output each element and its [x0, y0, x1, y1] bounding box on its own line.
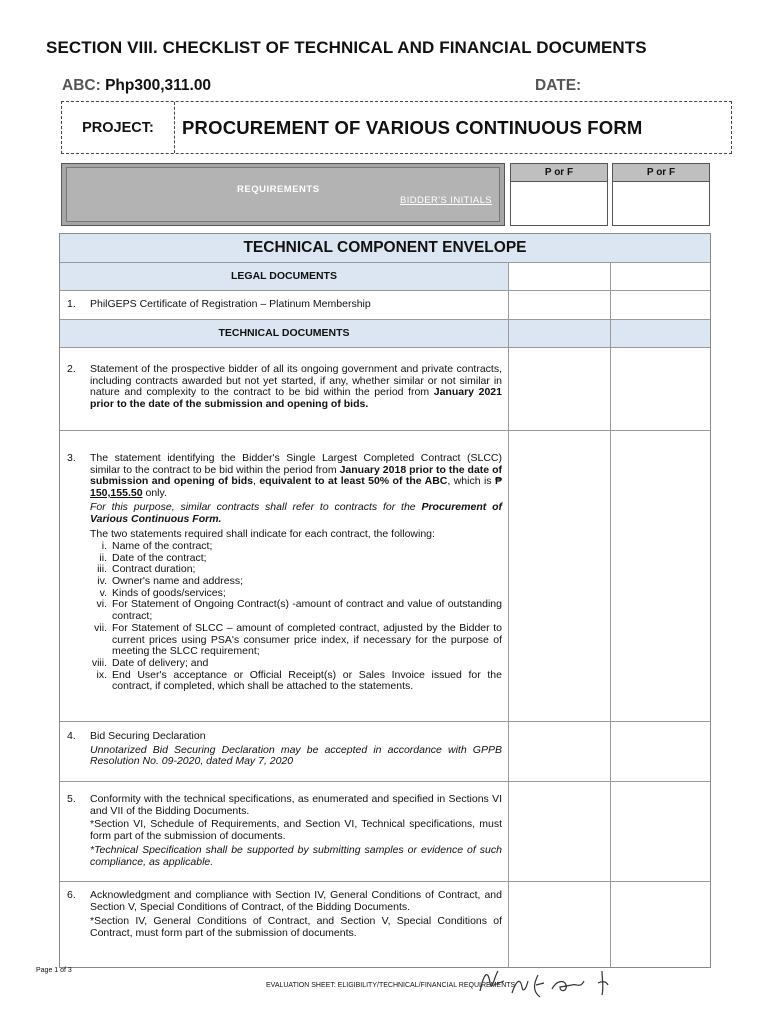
- item-text-part: Statement of the prospective bidder of all its ongoing government and private contracts, including contracts awarded but not yet started, if any, whether similar or not similar in nature and complexity to the contract to be bid within the period from: [90, 363, 502, 399]
- legal-heading-row: [60, 263, 710, 291]
- checkbox-cell[interactable]: [508, 782, 610, 881]
- project-box: [61, 101, 732, 154]
- item-title: Bid Securing Declaration: [90, 730, 206, 742]
- list-item-number: viii.: [91, 656, 107, 669]
- item-text-bold: January 2018 prior to the date of submission and opening of bids: [90, 463, 502, 488]
- checklist-item-4: [60, 722, 508, 781]
- table-row: [60, 882, 710, 967]
- list-item-number: ix.: [96, 668, 107, 681]
- checkbox-cell[interactable]: [610, 882, 710, 967]
- item-number: 4.: [67, 730, 76, 742]
- checkbox-cell[interactable]: [610, 431, 710, 721]
- technical-heading-row: [60, 320, 710, 348]
- list-item-number: iv.: [97, 575, 107, 588]
- list-item-number: ii.: [99, 551, 107, 564]
- list-item-text: For Statement of Ongoing Contract(s) -amount of contract and value of outstanding contract;: [112, 598, 502, 623]
- project-label: PROJECT:: [62, 102, 175, 153]
- item-text-bold: January 2021 prior to the date of the submission and opening of bids.: [90, 386, 502, 411]
- item-text: [90, 890, 502, 940]
- item-text: PhilGEPS Certificate of Registration – Platinum Membership: [90, 298, 371, 310]
- list-item-number: vi.: [96, 598, 107, 611]
- item-intro: The two statements required shall indicate for each contract, the following:: [90, 528, 435, 541]
- checklist-item-3: [60, 431, 508, 721]
- item-note: *Technical Specification shall be supported by submitting samples or evidence of such compliance, as applicable.: [90, 843, 502, 868]
- item-text-part: , which is: [447, 475, 495, 488]
- page-title: SECTION VIII. CHECKLIST OF TECHNICAL AND FINANCIAL DOCUMENTS: [46, 38, 647, 57]
- checkbox-cell[interactable]: [610, 320, 710, 347]
- item-number: 3.: [67, 452, 76, 464]
- item-note-bold: Procurement of Various Continuous Form.: [90, 500, 502, 525]
- evaluation-sheet-footer: EVALUATION SHEET: ELIGIBILITY/TECHNICAL/FINANCIAL REQUIREMENTS: [266, 982, 516, 989]
- item-title: Conformity with the technical specifications, as enumerated and specified in Sections VI and VII of the Bidding Documents.: [90, 793, 502, 817]
- checklist-item-1: [60, 291, 508, 319]
- checkbox-cell[interactable]: [508, 263, 610, 290]
- item-number: 2.: [67, 363, 76, 375]
- abc-value: Php300,311.00: [105, 77, 212, 94]
- checkbox-cell[interactable]: [508, 320, 610, 347]
- checkbox-cell[interactable]: [508, 722, 610, 781]
- item-number: 5.: [67, 793, 76, 805]
- item-text: [90, 731, 502, 768]
- list-item: [90, 599, 502, 622]
- item-note: Unnotarized Bid Securing Declaration may be accepted in accordance with GPPB Resolution No. 09-2020, dated May 7, 2020: [90, 743, 502, 768]
- item-text: [90, 453, 502, 693]
- handwritten-initials: [476, 963, 626, 999]
- technical-documents-heading: TECHNICAL DOCUMENTS: [60, 320, 508, 347]
- item-text-bold: equivalent to at least 50% of the ABC: [259, 475, 448, 488]
- checkbox-cell[interactable]: [610, 782, 710, 881]
- requirements-label: REQUIREMENTS: [237, 184, 320, 195]
- list-item-text: Date of the contract;: [112, 551, 207, 564]
- table-row: [60, 431, 710, 722]
- item-title: Acknowledgment and compliance with Section IV, General Conditions of Contract, and Section V, Special Conditions of Contract, of the Bidding Documents.: [90, 889, 502, 913]
- checklist-table: [59, 233, 711, 968]
- legal-documents-heading: LEGAL DOCUMENTS: [60, 263, 508, 290]
- table-row: [60, 348, 710, 431]
- item-text: [90, 794, 502, 868]
- item-text-part: only.: [142, 487, 167, 500]
- envelope-title: TECHNICAL COMPONENT ENVELOPE: [60, 234, 710, 262]
- abc-label: ABC:: [62, 77, 101, 94]
- list-item: [90, 670, 502, 693]
- list-item-number: i.: [101, 539, 107, 552]
- checkbox-cell[interactable]: [610, 348, 710, 430]
- checklist-item-6: [60, 882, 508, 967]
- list-item-number: v.: [99, 586, 107, 599]
- checkbox-cell[interactable]: [610, 263, 710, 290]
- table-row: [60, 782, 710, 882]
- sub-requirements-list: [90, 541, 502, 693]
- list-item-number: vii.: [94, 621, 107, 634]
- list-item-text: End User's acceptance or Official Receipt(s) or Sales Invoice issued for the contract, if completed, which shall be attached to the statements.: [112, 668, 502, 693]
- item-text-part: ,: [253, 475, 260, 488]
- list-item-text: Kinds of goods/services;: [112, 586, 226, 599]
- item-number: 1.: [67, 298, 76, 310]
- abc-amount: [62, 77, 211, 95]
- checkbox-cell[interactable]: [508, 882, 610, 967]
- list-item-text: For Statement of SLCC – amount of completed contract, adjusted by the Bidder to current prices using PSA's consumer price index, if necessary for the purpose of meeting the SLCC requirement;: [112, 621, 502, 658]
- list-item-text: Name of the contract;: [112, 539, 213, 552]
- pass-fail-header-2: P or F: [613, 164, 709, 182]
- item-note: *Section VI, Schedule of Requirements, and Section VI, Technical specifications, must form part of the submission of documents.: [90, 818, 502, 843]
- checklist-item-2: [60, 348, 508, 430]
- project-name: PROCUREMENT OF VARIOUS CONTINUOUS FORM: [182, 117, 643, 138]
- list-item-text: Contract duration;: [112, 563, 196, 576]
- bidders-initials-label: BIDDER'S INITIALS: [400, 195, 493, 206]
- date-label: DATE:: [535, 77, 582, 94]
- checklist-item-5: [60, 782, 508, 881]
- item-note: *Section IV, General Conditions of Contract, and Section V, Special Conditions of Contract, must form part of the submission of documents.: [90, 915, 502, 940]
- checkbox-cell[interactable]: [508, 348, 610, 430]
- item-note: For this purpose, similar contracts shall refer to contracts for the: [90, 500, 422, 513]
- list-item-number: iii.: [97, 563, 107, 576]
- peso-sign: ₱: [494, 475, 502, 488]
- page-number: Page 1 of 3: [36, 967, 72, 974]
- checkbox-cell[interactable]: [508, 291, 610, 319]
- envelope-title-row: [60, 234, 710, 263]
- list-item-text: Date of delivery; and: [112, 656, 209, 669]
- checkbox-cell[interactable]: [610, 291, 710, 319]
- table-row: [60, 291, 710, 320]
- list-item: [90, 623, 502, 658]
- pass-fail-column-1: [510, 163, 608, 226]
- pass-fail-header-1: P or F: [511, 164, 607, 182]
- item-text-part: The statement identifying the Bidder's Single Largest Completed Contract (SLCC) similar to the contract to be bid within the period from: [90, 452, 502, 476]
- amount-value: 150,155.50: [90, 487, 143, 500]
- item-text: [90, 364, 502, 411]
- pass-fail-column-2: [612, 163, 710, 226]
- item-number: 6.: [67, 889, 76, 901]
- checkbox-cell[interactable]: [610, 722, 710, 781]
- checkbox-cell[interactable]: [508, 431, 610, 721]
- requirements-header: [61, 163, 505, 226]
- table-row: [60, 722, 710, 782]
- list-item-text: Owner's name and address;: [112, 575, 243, 588]
